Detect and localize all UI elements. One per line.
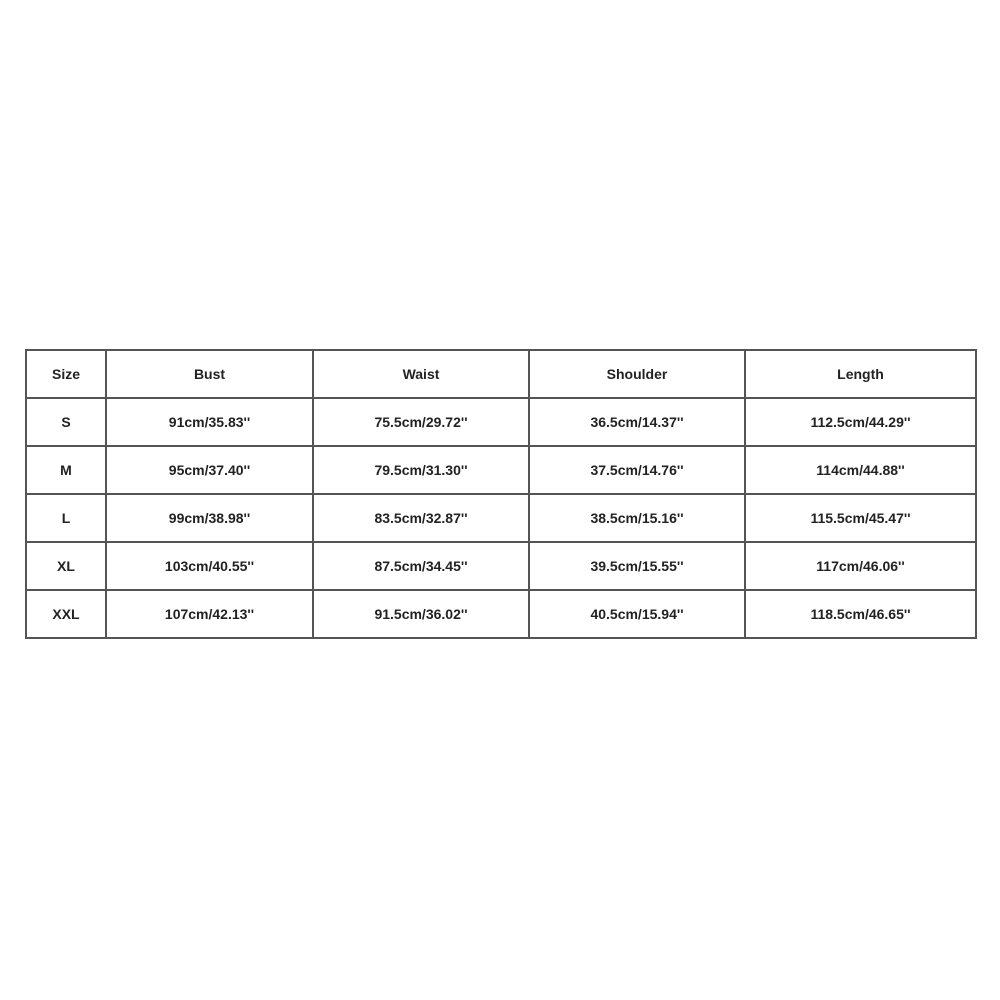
cell-size: L (26, 494, 106, 542)
cell-waist: 87.5cm/34.45'' (313, 542, 529, 590)
table-row (26, 446, 976, 494)
cell-bust: 103cm/40.55'' (106, 542, 313, 590)
cell-waist: 83.5cm/32.87'' (313, 494, 529, 542)
table-row (26, 398, 976, 446)
table-row (26, 590, 976, 638)
cell-bust: 99cm/38.98'' (106, 494, 313, 542)
table-row (26, 494, 976, 542)
cell-size: M (26, 446, 106, 494)
cell-length: 115.5cm/45.47'' (745, 494, 976, 542)
cell-shoulder: 36.5cm/14.37'' (529, 398, 745, 446)
header-bust: Bust (106, 350, 313, 398)
cell-length: 114cm/44.88'' (745, 446, 976, 494)
size-chart-table (25, 349, 977, 639)
header-shoulder: Shoulder (529, 350, 745, 398)
table-header-row (26, 350, 976, 398)
header-waist: Waist (313, 350, 529, 398)
cell-waist: 91.5cm/36.02'' (313, 590, 529, 638)
cell-waist: 75.5cm/29.72'' (313, 398, 529, 446)
cell-length: 118.5cm/46.65'' (745, 590, 976, 638)
table-row (26, 542, 976, 590)
cell-bust: 95cm/37.40'' (106, 446, 313, 494)
cell-bust: 107cm/42.13'' (106, 590, 313, 638)
cell-length: 117cm/46.06'' (745, 542, 976, 590)
cell-length: 112.5cm/44.29'' (745, 398, 976, 446)
cell-shoulder: 37.5cm/14.76'' (529, 446, 745, 494)
cell-shoulder: 38.5cm/15.16'' (529, 494, 745, 542)
cell-size: XXL (26, 590, 106, 638)
cell-shoulder: 40.5cm/15.94'' (529, 590, 745, 638)
header-length: Length (745, 350, 976, 398)
cell-shoulder: 39.5cm/15.55'' (529, 542, 745, 590)
header-size: Size (26, 350, 106, 398)
cell-size: XL (26, 542, 106, 590)
cell-size: S (26, 398, 106, 446)
cell-bust: 91cm/35.83'' (106, 398, 313, 446)
cell-waist: 79.5cm/31.30'' (313, 446, 529, 494)
